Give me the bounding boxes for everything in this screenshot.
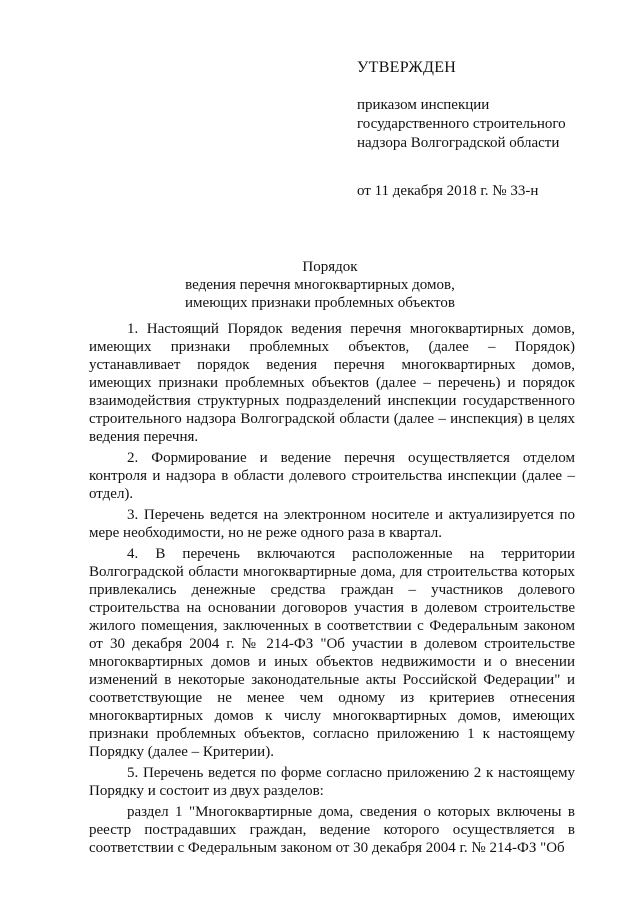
paragraph-4: 4. В перечень включаются расположенные на территории Волгоградской области многоквартирные дома, для строительства которых привлекались денежные средства граждан – участников долевого строительства на основании договоров участия в долевом строительстве жилого помещения, заключенных в соответствии с Федеральным законом от 30 декабря 2004 г. № 214-ФЗ "Об участии в долевом строительстве многоквартирных домов и иных объектов недвижимости и о внесении изменений в некоторые законодательные акты Российской Федерации" и соответствующие не менее чем одному из критериев отнесения многоквартирных домов к числу многоквартирных домов, имеющих признаки проблемных объектов, согласно приложению 1 к настоящему Порядку (далее – Критерии). xyxy=(89,546,575,760)
document-body xyxy=(89,320,575,857)
approval-org-line: государственного строительного xyxy=(357,116,566,132)
document-title xyxy=(0,258,640,312)
approval-region-line: надзора Волгоградской области xyxy=(357,135,560,151)
paragraph-1: 1. Настоящий Порядок ведения перечня многоквартирных домов, имеющих признаки проблемных объектов, (далее – Порядок) устанавливает порядок ведения перечня многоквартирных домов, имеющих признаки проблемных объектов (далее – перечень) и порядок взаимодействия структурных подразделений инспекции государственного строительного надзора Волгоградской области (далее – инспекция) в целях ведения перечня. xyxy=(89,321,575,445)
paragraph-3: 3. Перечень ведется на электронном носителе и актуализируется по мере необходимости, но не реже одного раза в квартал. xyxy=(89,507,575,541)
approval-stamp: УТВЕРЖДЕН xyxy=(357,59,457,76)
title-line-2: ведения перечня многоквартирных домов, xyxy=(185,277,455,293)
approval-block xyxy=(357,58,607,201)
title-line-3: имеющих признаки проблемных объектов xyxy=(185,295,455,311)
paragraph-5-section-1: раздел 1 "Многоквартирные дома, сведения о которых включены в реестр пострадавших граждан, ведение которого осуществляется в соответствии с Федеральным законом от 30 декабря 2004 г. № 214-ФЗ "Об xyxy=(89,804,575,856)
paragraph-5: 5. Перечень ведется по форме согласно приложению 2 к настоящему Порядку и состоит из двух разделов: xyxy=(89,765,575,799)
approval-order-line: приказом инспекции xyxy=(357,97,490,113)
paragraph-2: 2. Формирование и ведение перечня осуществляется отделом контроля и надзора в области долевого строительства инспекции (далее – отдел). xyxy=(89,450,575,502)
title-line-1: Порядок xyxy=(302,259,358,275)
approval-date: от 11 декабря 2018 г. № 33-н xyxy=(357,183,539,199)
